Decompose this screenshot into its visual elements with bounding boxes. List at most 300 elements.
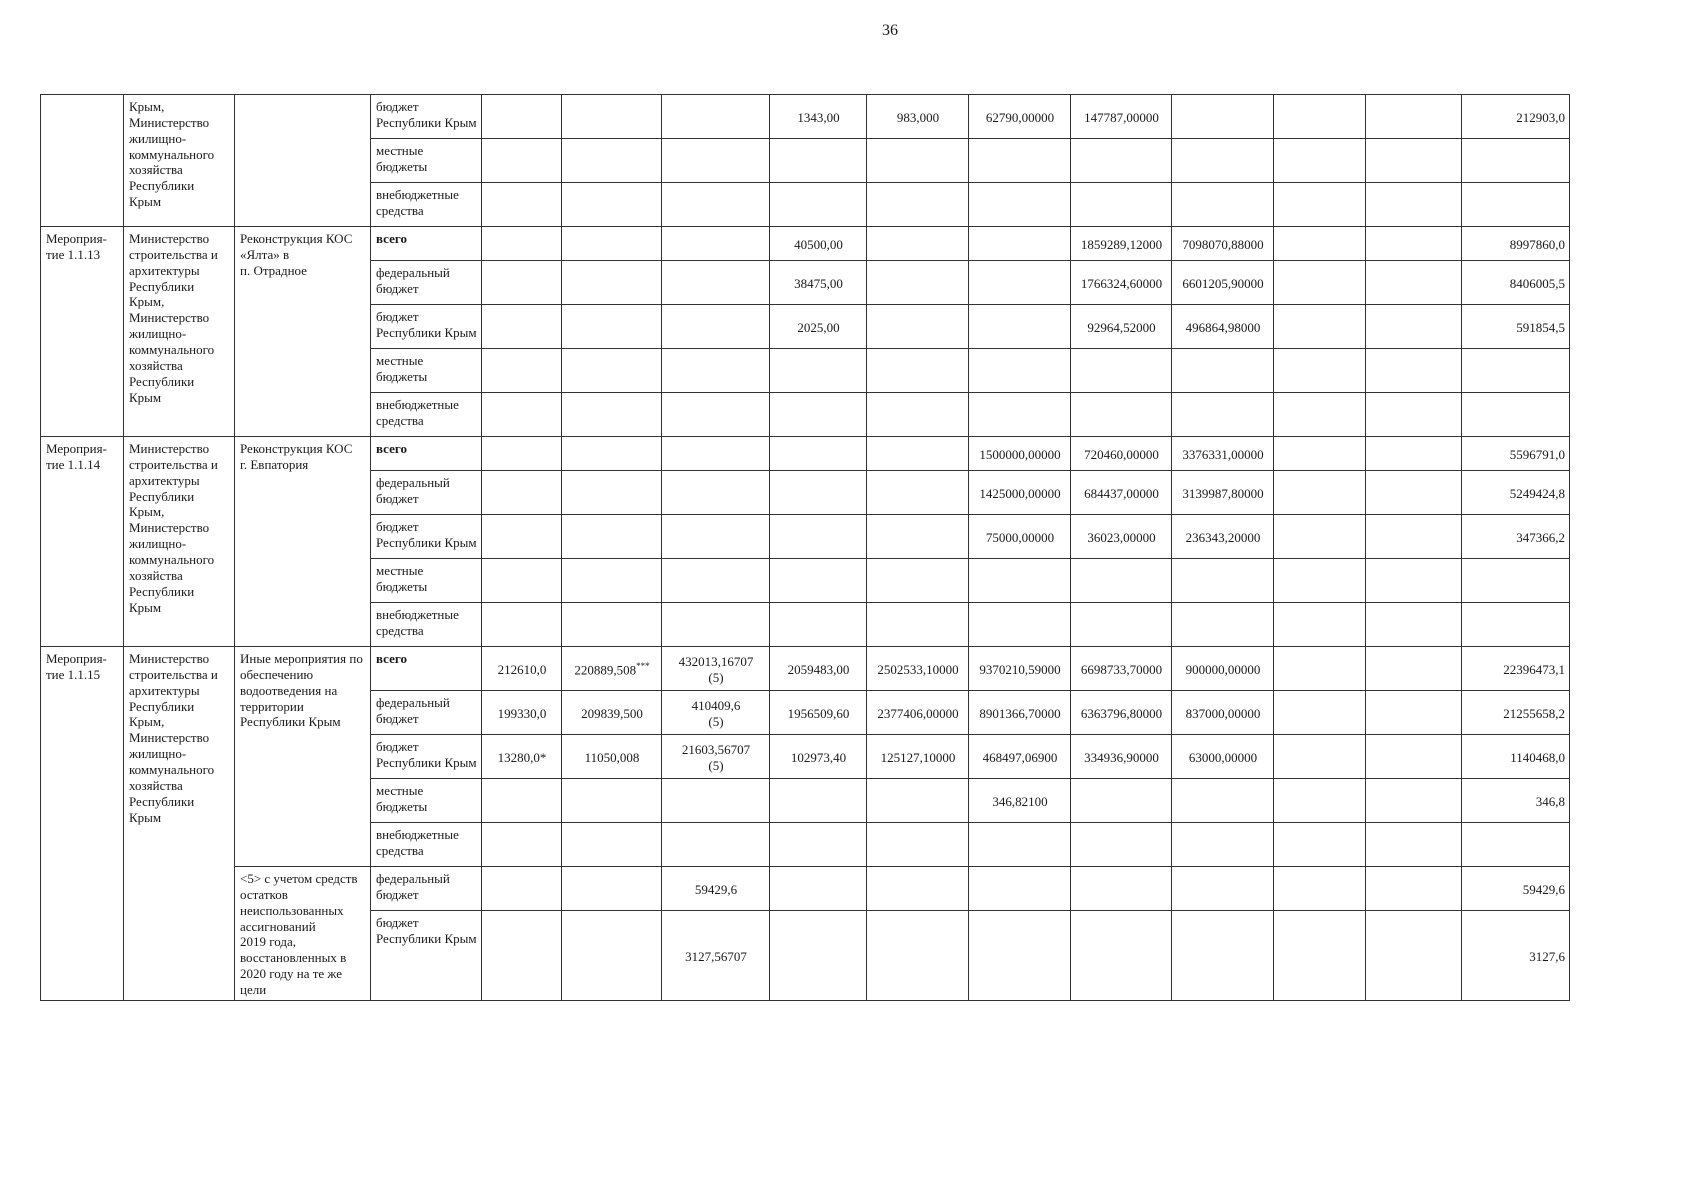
value-text: 1140468,0 xyxy=(1510,749,1565,765)
value-cell xyxy=(662,559,770,603)
executor-cell: Министерство строительства и архитектуры Республики Крым, Министерство жилищно- коммунального хозяйства Республики Крым xyxy=(124,647,235,1001)
total-cell xyxy=(1462,911,1570,1001)
table-row xyxy=(41,867,1570,911)
value-cell xyxy=(482,603,562,647)
funding-source-cell: местные бюджеты xyxy=(371,559,482,603)
value-cell xyxy=(770,261,867,305)
value-text: 3127,6 xyxy=(1529,948,1565,964)
funding-source-cell: бюджет Республики Крым xyxy=(371,515,482,559)
value-cell xyxy=(867,603,969,647)
value-cell xyxy=(770,349,867,393)
value-cell xyxy=(1274,911,1366,1001)
measure-name-cell: Реконструкция КОС «Ялта» в п. Отрадное xyxy=(235,227,371,437)
value-cell xyxy=(1172,393,1274,437)
value-text: 1343,00 xyxy=(797,109,840,125)
total-cell xyxy=(1462,867,1570,911)
total-cell xyxy=(1462,647,1570,691)
value-cell xyxy=(1366,691,1462,735)
value-cell xyxy=(1274,227,1366,261)
value-text: 8997860,0 xyxy=(1509,236,1565,252)
value-text: 102973,40 xyxy=(790,749,847,765)
value-cell xyxy=(1274,471,1366,515)
value-cell xyxy=(1366,139,1462,183)
value-cell xyxy=(562,647,662,691)
value-cell xyxy=(1274,559,1366,603)
value-cell xyxy=(1172,823,1274,867)
value-text: 432013,16707 xyxy=(678,653,754,669)
value-text: 212610,0 xyxy=(497,661,547,677)
funding-source-cell: всего xyxy=(371,647,482,691)
footnote-mark: *** xyxy=(636,660,650,671)
value-text: 63000,00000 xyxy=(1188,749,1258,765)
value-cell xyxy=(867,911,969,1001)
value-cell xyxy=(1071,139,1172,183)
executor-cell: Министерство строительства и архитектуры Республики Крым, Министерство жилищно- коммунального хозяйства Республики Крым xyxy=(124,227,235,437)
value-cell xyxy=(867,261,969,305)
value-text: 2059483,00 xyxy=(787,661,850,677)
value-cell xyxy=(969,691,1071,735)
value-cell xyxy=(867,349,969,393)
value-cell xyxy=(969,603,1071,647)
value-text: 684437,00000 xyxy=(1084,485,1159,501)
value-cell xyxy=(1172,95,1274,139)
value-text: 212903,0 xyxy=(1516,109,1565,125)
value-cell xyxy=(662,437,770,471)
value-cell xyxy=(1071,691,1172,735)
value-cell xyxy=(482,559,562,603)
value-cell xyxy=(867,437,969,471)
value-cell xyxy=(1366,393,1462,437)
value-text: 346,8 xyxy=(1535,793,1565,809)
value-text: 720460,00000 xyxy=(1084,446,1159,462)
value-text: 9370210,59000 xyxy=(979,661,1061,677)
value-cell xyxy=(482,261,562,305)
value-cell xyxy=(867,823,969,867)
value-cell xyxy=(1274,349,1366,393)
value-cell xyxy=(969,911,1071,1001)
value-cell xyxy=(1071,779,1172,823)
value-cell xyxy=(1274,139,1366,183)
value-cell xyxy=(969,349,1071,393)
funding-source-cell: федеральный бюджет xyxy=(371,867,482,911)
value-cell xyxy=(1172,779,1274,823)
value-cell xyxy=(867,779,969,823)
page-number: 36 xyxy=(882,22,898,39)
value-cell xyxy=(1274,691,1366,735)
value-cell xyxy=(562,349,662,393)
value-cell xyxy=(1172,515,1274,559)
value-text: 2377406,00000 xyxy=(877,705,959,721)
value-cell xyxy=(969,867,1071,911)
value-cell xyxy=(1071,305,1172,349)
value-cell xyxy=(969,261,1071,305)
value-cell xyxy=(1172,867,1274,911)
value-text: 496864,98000 xyxy=(1185,319,1261,335)
value-cell xyxy=(969,393,1071,437)
value-text: 236343,20000 xyxy=(1185,529,1261,545)
value-cell xyxy=(1366,647,1462,691)
total-cell xyxy=(1462,437,1570,471)
value-cell xyxy=(1366,95,1462,139)
value-cell xyxy=(1366,183,1462,227)
value-cell xyxy=(770,515,867,559)
value-cell xyxy=(770,305,867,349)
value-cell xyxy=(482,95,562,139)
value-text: 347366,2 xyxy=(1516,529,1565,545)
value-cell xyxy=(1172,647,1274,691)
value-cell xyxy=(1274,261,1366,305)
value-cell xyxy=(1071,559,1172,603)
value-cell xyxy=(867,867,969,911)
value-text: 1956509,60 xyxy=(787,705,850,721)
value-cell xyxy=(562,305,662,349)
value-cell xyxy=(562,515,662,559)
value-text: 199330,0 xyxy=(497,705,547,721)
value-cell xyxy=(662,735,770,779)
value-cell xyxy=(867,95,969,139)
value-text: 5596791,0 xyxy=(1509,446,1565,462)
value-cell xyxy=(770,779,867,823)
value-cell xyxy=(1366,349,1462,393)
value-cell xyxy=(562,139,662,183)
value-cell xyxy=(1172,139,1274,183)
value-cell xyxy=(562,779,662,823)
event-cell: Мероприя- тие 1.1.15 xyxy=(41,647,124,1001)
note-marker: (5) xyxy=(708,669,724,685)
table-row xyxy=(41,227,1570,261)
value-cell xyxy=(1071,911,1172,1001)
value-cell xyxy=(1274,305,1366,349)
value-cell xyxy=(969,95,1071,139)
value-cell xyxy=(662,647,770,691)
value-cell xyxy=(662,471,770,515)
value-text: 21255658,2 xyxy=(1503,705,1565,721)
value-cell xyxy=(770,437,867,471)
value-cell xyxy=(482,349,562,393)
value-cell xyxy=(867,393,969,437)
value-cell xyxy=(1274,735,1366,779)
value-cell xyxy=(562,735,662,779)
table-row xyxy=(41,647,1570,691)
value-cell xyxy=(1274,647,1366,691)
value-text: 6698733,70000 xyxy=(1080,661,1163,677)
note-marker: (5) xyxy=(708,713,724,729)
value-cell xyxy=(562,471,662,515)
value-cell xyxy=(1366,867,1462,911)
total-cell xyxy=(1462,691,1570,735)
value-cell xyxy=(1071,471,1172,515)
value-cell xyxy=(482,437,562,471)
value-cell xyxy=(1172,183,1274,227)
note-marker: (5) xyxy=(708,757,724,773)
value-text: 7098070,88000 xyxy=(1182,236,1264,252)
value-text: 147787,00000 xyxy=(1084,109,1159,125)
value-text: 209839,500 xyxy=(581,705,643,721)
value-cell xyxy=(662,515,770,559)
value-cell xyxy=(770,911,867,1001)
value-cell xyxy=(562,261,662,305)
value-cell xyxy=(1071,95,1172,139)
value-cell xyxy=(1071,227,1172,261)
value-text: 1859289,12000 xyxy=(1080,236,1163,252)
funding-source-cell: местные бюджеты xyxy=(371,779,482,823)
value-cell xyxy=(969,735,1071,779)
value-cell xyxy=(1071,183,1172,227)
value-cell xyxy=(1366,515,1462,559)
funding-source-cell: внебюджетные средства xyxy=(371,603,482,647)
funding-source-cell: бюджет Республики Крым xyxy=(371,735,482,779)
value-cell xyxy=(867,139,969,183)
value-cell xyxy=(770,867,867,911)
value-cell xyxy=(1071,437,1172,471)
value-cell xyxy=(482,735,562,779)
measure-name-cell: Иные мероприятия по обеспечению водоотведения на территории Республики Крым xyxy=(235,647,371,867)
value-cell xyxy=(1172,911,1274,1001)
value-cell xyxy=(1366,911,1462,1001)
value-cell xyxy=(482,183,562,227)
value-cell xyxy=(1172,735,1274,779)
funding-source-cell: местные бюджеты xyxy=(371,349,482,393)
value-cell xyxy=(1274,515,1366,559)
value-cell xyxy=(1172,691,1274,735)
value-cell xyxy=(662,691,770,735)
value-cell xyxy=(969,559,1071,603)
value-cell xyxy=(867,515,969,559)
value-cell xyxy=(1366,471,1462,515)
value-cell xyxy=(662,261,770,305)
value-cell xyxy=(482,515,562,559)
value-cell xyxy=(562,437,662,471)
event-cell xyxy=(41,95,124,227)
value-cell xyxy=(1366,261,1462,305)
value-cell xyxy=(969,227,1071,261)
budget-table xyxy=(40,94,1570,1001)
value-cell xyxy=(662,183,770,227)
funding-source-cell: бюджет Республики Крым xyxy=(371,305,482,349)
value-text: 3376331,00000 xyxy=(1182,446,1264,462)
value-cell xyxy=(770,823,867,867)
event-cell: Мероприя- тие 1.1.13 xyxy=(41,227,124,437)
event-cell: Мероприя- тие 1.1.14 xyxy=(41,437,124,647)
value-cell xyxy=(969,183,1071,227)
value-cell xyxy=(969,515,1071,559)
value-cell xyxy=(1366,823,1462,867)
value-text: 13280,0* xyxy=(497,749,547,765)
value-cell xyxy=(1172,603,1274,647)
value-cell xyxy=(662,823,770,867)
value-cell xyxy=(1274,437,1366,471)
value-cell xyxy=(662,911,770,1001)
value-cell xyxy=(770,647,867,691)
total-cell xyxy=(1462,305,1570,349)
value-cell xyxy=(770,183,867,227)
value-text: 75000,00000 xyxy=(985,529,1055,545)
funding-source-cell: внебюджетные средства xyxy=(371,823,482,867)
total-cell xyxy=(1462,95,1570,139)
value-cell xyxy=(1071,603,1172,647)
value-cell xyxy=(770,139,867,183)
total-cell xyxy=(1462,349,1570,393)
total-cell xyxy=(1462,515,1570,559)
value-cell xyxy=(1172,227,1274,261)
value-cell xyxy=(482,779,562,823)
value-cell xyxy=(482,227,562,261)
value-cell xyxy=(867,559,969,603)
value-cell xyxy=(1366,437,1462,471)
value-text: 92964,52000 xyxy=(1087,319,1156,335)
value-cell xyxy=(1366,735,1462,779)
value-text: 1425000,00000 xyxy=(979,485,1061,501)
value-text: 62790,00000 xyxy=(985,109,1055,125)
value-cell xyxy=(1366,779,1462,823)
value-cell xyxy=(969,823,1071,867)
value-text: 59429,6 xyxy=(1522,881,1565,897)
executor-cell: Министерство строительства и архитектуры Республики Крым, Министерство жилищно- коммунального хозяйства Республики Крым xyxy=(124,437,235,647)
value-cell xyxy=(662,867,770,911)
funding-source-cell: бюджет Республики Крым xyxy=(371,911,482,1001)
value-cell xyxy=(662,227,770,261)
value-text: 36023,00000 xyxy=(1087,529,1156,545)
value-text: 410409,6 xyxy=(691,697,741,713)
value-cell xyxy=(1274,393,1366,437)
total-cell xyxy=(1462,261,1570,305)
value-cell xyxy=(482,139,562,183)
value-text: 5249424,8 xyxy=(1509,485,1565,501)
value-cell xyxy=(770,227,867,261)
value-cell xyxy=(662,139,770,183)
value-cell xyxy=(1071,823,1172,867)
total-cell xyxy=(1462,823,1570,867)
value-cell xyxy=(1172,305,1274,349)
value-cell xyxy=(867,227,969,261)
value-text: 8901366,70000 xyxy=(979,705,1061,721)
value-cell xyxy=(482,305,562,349)
value-cell xyxy=(1274,823,1366,867)
value-cell xyxy=(482,823,562,867)
funding-source-cell: федеральный бюджет xyxy=(371,691,482,735)
funding-source-cell: всего xyxy=(371,227,482,261)
total-cell xyxy=(1462,779,1570,823)
value-text: 220889,508 xyxy=(574,662,637,678)
value-cell xyxy=(969,471,1071,515)
table-row xyxy=(41,437,1570,471)
note-name-cell: <5> с учетом средств остатков неиспользованных ассигнований 2019 года, восстановленных в 2020 году на те же цели xyxy=(235,867,371,1001)
measure-name-cell xyxy=(235,95,371,227)
total-cell xyxy=(1462,603,1570,647)
total-cell xyxy=(1462,735,1570,779)
value-cell xyxy=(1071,515,1172,559)
value-cell xyxy=(1366,227,1462,261)
value-cell xyxy=(1071,647,1172,691)
value-cell xyxy=(562,911,662,1001)
value-text: 8406005,5 xyxy=(1509,275,1565,291)
value-text: 1766324,60000 xyxy=(1080,275,1163,291)
value-cell xyxy=(770,393,867,437)
funding-source-cell: всего xyxy=(371,437,482,471)
value-cell xyxy=(482,911,562,1001)
value-cell xyxy=(1172,261,1274,305)
value-text: 21603,56707 xyxy=(681,741,751,757)
value-cell xyxy=(662,603,770,647)
value-cell xyxy=(562,603,662,647)
value-text: 334936,90000 xyxy=(1084,749,1159,765)
value-text: 1500000,00000 xyxy=(979,446,1061,462)
value-cell xyxy=(562,227,662,261)
value-text: 11050,008 xyxy=(584,749,640,765)
value-text: 591854,5 xyxy=(1516,319,1565,335)
value-cell xyxy=(562,559,662,603)
value-text: 3139987,80000 xyxy=(1182,485,1264,501)
value-cell xyxy=(770,691,867,735)
value-cell xyxy=(1274,779,1366,823)
value-cell xyxy=(562,867,662,911)
value-cell xyxy=(1172,471,1274,515)
value-cell xyxy=(1274,183,1366,227)
value-cell xyxy=(1071,393,1172,437)
value-cell xyxy=(969,139,1071,183)
value-cell xyxy=(1274,95,1366,139)
value-cell xyxy=(562,393,662,437)
funding-source-cell: внебюджетные средства xyxy=(371,393,482,437)
total-cell xyxy=(1462,227,1570,261)
value-cell xyxy=(1274,867,1366,911)
value-text: 40500,00 xyxy=(794,236,843,252)
value-text: 983,000 xyxy=(896,109,940,125)
value-cell xyxy=(662,349,770,393)
value-cell xyxy=(482,691,562,735)
value-cell xyxy=(867,647,969,691)
value-text: 125127,10000 xyxy=(880,749,956,765)
funding-source-cell: внебюджетные средства xyxy=(371,183,482,227)
total-cell xyxy=(1462,471,1570,515)
value-cell xyxy=(969,647,1071,691)
funding-source-cell: бюджет Республики Крым xyxy=(371,95,482,139)
value-text: 468497,06900 xyxy=(982,749,1058,765)
value-cell xyxy=(969,437,1071,471)
value-cell xyxy=(770,471,867,515)
value-text: 900000,00000 xyxy=(1185,661,1261,677)
value-cell xyxy=(1071,867,1172,911)
value-cell xyxy=(867,305,969,349)
value-cell xyxy=(1172,437,1274,471)
value-cell xyxy=(662,779,770,823)
value-cell xyxy=(662,305,770,349)
value-cell xyxy=(1071,349,1172,393)
value-cell xyxy=(867,471,969,515)
value-cell xyxy=(482,867,562,911)
value-text: 3127,56707 xyxy=(685,948,747,964)
value-text: 59429,6 xyxy=(694,881,738,897)
value-cell xyxy=(662,393,770,437)
value-cell xyxy=(969,305,1071,349)
value-text: 2502533,10000 xyxy=(877,661,959,677)
value-cell xyxy=(867,735,969,779)
value-cell xyxy=(867,183,969,227)
value-cell xyxy=(867,691,969,735)
value-text: 6601205,90000 xyxy=(1182,275,1264,291)
value-cell xyxy=(562,691,662,735)
value-text: 38475,00 xyxy=(794,275,843,291)
funding-source-cell: федеральный бюджет xyxy=(371,471,482,515)
funding-source-cell: федеральный бюджет xyxy=(371,261,482,305)
value-cell xyxy=(770,603,867,647)
value-cell xyxy=(770,95,867,139)
value-text: 22396473,1 xyxy=(1503,661,1565,677)
value-cell xyxy=(770,559,867,603)
value-text: 837000,00000 xyxy=(1185,705,1261,721)
value-cell xyxy=(969,779,1071,823)
total-cell xyxy=(1462,393,1570,437)
